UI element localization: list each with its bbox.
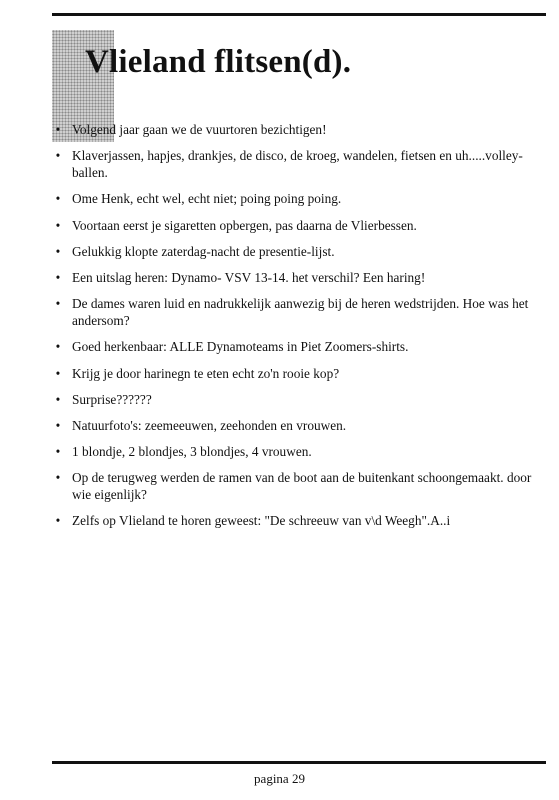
list-item bbox=[52, 443, 546, 460]
list-item-text: Krijg je door harinegn te eten echt zo'n rooie kop? bbox=[72, 365, 340, 381]
bullet-icon: • bbox=[55, 444, 61, 460]
bullet-list bbox=[52, 121, 546, 539]
list-item bbox=[52, 190, 546, 207]
page-title: Vlieland flitsen(d). bbox=[85, 44, 352, 80]
list-item-text: Gelukkig klopte zaterdag-nacht de presentie-lijst. bbox=[72, 243, 335, 259]
bullet-icon: • bbox=[55, 269, 61, 285]
list-item-text: Voortaan eerst je sigaretten opbergen, pas daarna de Vlierbessen. bbox=[72, 217, 417, 233]
top-rule bbox=[52, 13, 546, 16]
list-item-text: 1 blondje, 2 blondjes, 3 blondjes, 4 vrouwen. bbox=[72, 444, 312, 460]
list-item bbox=[52, 391, 546, 408]
list-item-text: Ome Henk, echt wel, echt niet; poing poing poing. bbox=[72, 191, 342, 207]
list-item bbox=[52, 469, 546, 503]
bullet-icon: • bbox=[55, 217, 61, 233]
bullet-icon: • bbox=[55, 191, 61, 207]
bullet-icon: • bbox=[55, 391, 61, 407]
list-item bbox=[52, 512, 546, 529]
bottom-rule bbox=[52, 761, 546, 764]
bullet-icon: • bbox=[55, 417, 61, 433]
bullet-icon: • bbox=[55, 365, 61, 381]
list-item-text: Goed herkenbaar: ALLE Dynamoteams in Piet Zoomers-shirts. bbox=[72, 339, 409, 355]
list-item-text: De dames waren luid en nadrukkelijk aanwezig bij de heren wedstrijden. Hoe was het andersom? bbox=[72, 296, 529, 329]
list-item-text: Klaverjassen, hapjes, drankjes, de disco, de kroeg, wandelen, fietsen en uh.....volley-ballen. bbox=[72, 148, 523, 181]
list-item bbox=[52, 338, 546, 355]
bullet-icon: • bbox=[55, 339, 61, 355]
list-item-text: Surprise?????? bbox=[72, 391, 152, 407]
list-item bbox=[52, 417, 546, 434]
list-item-text: Zelfs op Vlieland te horen geweest: "De schreeuw van v\d Weegh".A..i bbox=[72, 513, 451, 529]
bullet-icon: • bbox=[55, 148, 61, 164]
bullet-icon: • bbox=[55, 296, 61, 312]
list-item-text: Natuurfoto's: zeemeeuwen, zeehonden en vrouwen. bbox=[72, 417, 347, 433]
list-item bbox=[52, 121, 546, 138]
bullet-icon: • bbox=[55, 122, 61, 137]
list-item bbox=[52, 295, 546, 329]
list-item-text: Volgend jaar gaan we de vuurtoren bezichtigen! bbox=[72, 122, 327, 137]
list-item-text: Op de terugweg werden de ramen van de boot aan de buitenkant schoongemaakt. door wie eigenlijk? bbox=[72, 470, 532, 503]
list-item bbox=[52, 217, 546, 234]
list-item bbox=[52, 269, 546, 286]
bullet-icon: • bbox=[55, 470, 61, 486]
bullet-icon: • bbox=[55, 243, 61, 259]
list-item bbox=[52, 243, 546, 260]
list-item-text: Een uitslag heren: Dynamo- VSV 13-14. het verschil? Een haring! bbox=[72, 269, 426, 285]
list-item bbox=[52, 365, 546, 382]
list-item bbox=[52, 147, 546, 181]
bullet-icon: • bbox=[55, 513, 61, 529]
page-number: pagina 29 bbox=[254, 771, 305, 786]
